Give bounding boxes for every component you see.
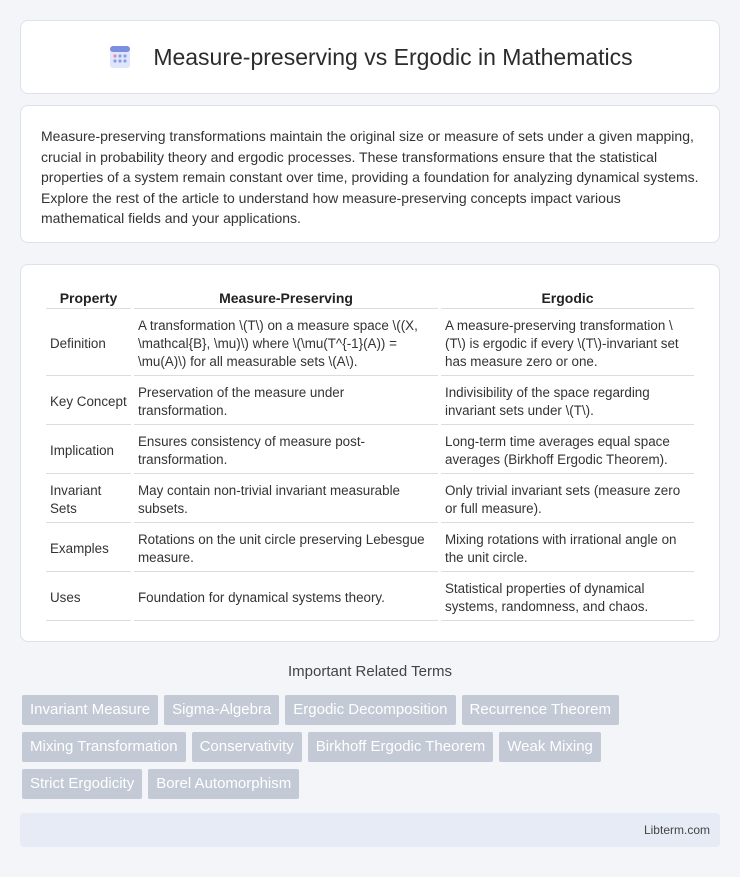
row-ergodic: A measure-preserving transformation \(T\) is ergodic if every \(T\)-invariant set has measure zero or one. <box>441 310 694 376</box>
related-term-tag[interactable]: Conservativity <box>192 732 302 762</box>
row-measure-preserving: A transformation \(T\) on a measure space \((X, \mathcal{B}, \mu)\) where \(\mu(T^{-1}(A)) = \mu(A)\) for all measurable sets \(A\). <box>134 310 438 376</box>
comparison-table <box>43 285 697 622</box>
table-row <box>46 310 694 376</box>
related-term-tag[interactable]: Birkhoff Ergodic Theorem <box>308 732 494 762</box>
page-title: Measure-preserving vs Ergodic in Mathematics <box>153 43 633 70</box>
table-row <box>46 573 694 621</box>
footer <box>20 813 720 847</box>
related-term-tag[interactable]: Invariant Measure <box>22 695 158 725</box>
table-row <box>46 377 694 425</box>
row-measure-preserving: Rotations on the unit circle preserving Lebesgue measure. <box>134 524 438 572</box>
related-term-tag[interactable]: Strict Ergodicity <box>22 769 142 799</box>
related-term-tag[interactable]: Sigma-Algebra <box>164 695 279 725</box>
related-term-tag[interactable]: Ergodic Decomposition <box>285 695 455 725</box>
related-term-tag[interactable]: Borel Automorphism <box>148 769 299 799</box>
row-property: Uses <box>46 573 131 621</box>
related-term-tag[interactable]: Mixing Transformation <box>22 732 186 762</box>
row-property: Key Concept <box>46 377 131 425</box>
column-header-ergodic: Ergodic <box>441 286 694 309</box>
row-measure-preserving: Foundation for dynamical systems theory. <box>134 573 438 621</box>
row-ergodic: Indivisibility of the space regarding invariant sets under \(T\). <box>441 377 694 425</box>
row-property: Definition <box>46 310 131 376</box>
row-property: Examples <box>46 524 131 572</box>
intro-card <box>20 105 720 243</box>
document-icon <box>107 44 133 70</box>
column-header-property: Property <box>46 286 131 309</box>
row-ergodic: Long-term time averages equal space averages (Birkhoff Ergodic Theorem). <box>441 426 694 474</box>
related-terms-list <box>22 695 712 799</box>
row-measure-preserving: May contain non-trivial invariant measurable subsets. <box>134 475 438 523</box>
row-ergodic: Only trivial invariant sets (measure zero or full measure). <box>441 475 694 523</box>
table-row <box>46 426 694 474</box>
row-ergodic: Statistical properties of dynamical systems, randomness, and chaos. <box>441 573 694 621</box>
footer-site-link[interactable]: Libterm.com <box>643 823 710 837</box>
table-header-row <box>46 286 694 309</box>
title-card <box>20 20 720 94</box>
related-terms-title: Important Related Terms <box>288 663 452 680</box>
table-row <box>46 475 694 523</box>
row-property: Implication <box>46 426 131 474</box>
table-row <box>46 524 694 572</box>
row-measure-preserving: Preservation of the measure under transformation. <box>134 377 438 425</box>
related-term-tag[interactable]: Recurrence Theorem <box>462 695 619 725</box>
row-measure-preserving: Ensures consistency of measure post-transformation. <box>134 426 438 474</box>
related-term-tag[interactable]: Weak Mixing <box>499 732 601 762</box>
row-property: Invariant Sets <box>46 475 131 523</box>
comparison-card <box>20 264 720 642</box>
column-header-measure-preserving: Measure-Preserving <box>134 286 438 309</box>
row-ergodic: Mixing rotations with irrational angle on the unit circle. <box>441 524 694 572</box>
intro-text: Measure-preserving transformations maintain the original size or measure of sets under a given mapping, crucial in probability theory and ergodic processes. These transformations ensure that the statistical properties of a system remain constant over time, providing a foundation for analyzing dynamical systems. Explore the rest of the article to understand how measure-preserving concepts impact various mathematical fields and your applications. <box>41 128 699 226</box>
